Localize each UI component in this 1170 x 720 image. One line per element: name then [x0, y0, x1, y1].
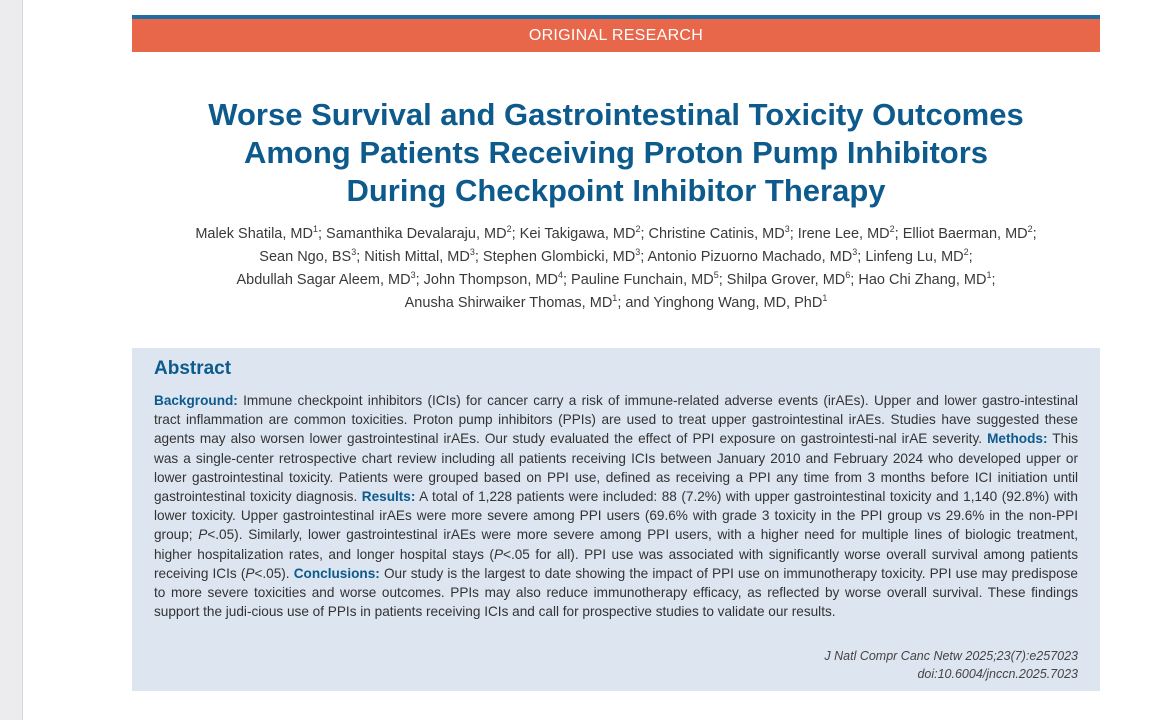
- affiliation-marker: 1: [312, 224, 318, 235]
- author-name-text: Anusha Shirwaiker Thomas, MD: [404, 295, 613, 311]
- affiliation-marker: 5: [713, 270, 719, 281]
- author-name-text: Linfeng Lu, MD: [865, 249, 964, 265]
- p-value-symbol: P: [493, 546, 504, 562]
- author-separator: ;: [991, 272, 996, 288]
- author-name: [259, 249, 364, 265]
- affiliation-marker: 3: [410, 270, 416, 281]
- affiliation-marker: 2: [1027, 224, 1033, 235]
- author-name: [858, 272, 995, 288]
- author-separator: ;: [640, 249, 648, 265]
- author-name: [653, 295, 827, 311]
- author-name-text: Stephen Glombicki, MD: [482, 249, 636, 265]
- results-text: A total of 1,228 patients were included: 88 (7.2%) with upper gastrointestinal toxicity and 1,140 (92.8%) with lower toxicity. Upper gastrointestinal irAEs were more severe among PPI users (69.6% with grade 3 toxicity in the PPI group vs 29.6% in the non-PPI group;: [154, 489, 1078, 543]
- author-separator: ;: [789, 226, 798, 242]
- title-line: Among Patients Receiving Proton Pump Inhibitors: [243, 135, 989, 170]
- author-name-text: Malek Shatila, MD: [195, 226, 313, 242]
- affiliation-marker: 4: [557, 270, 563, 281]
- author-separator: ;: [894, 226, 903, 242]
- conclusions-text: Our study is the largest to date showing the impact of PPI use on immunotherapy toxicity. PPI use may predispose to more severe toxicities and worse outcomes. PPIs may also reduce immunotherapy efficacy, as reflected by worse overall survival. These findings support the judi-cious use of PPIs in patients receiving ICIs and call for prospective studies to validate our results.: [154, 565, 1078, 620]
- background-label: Background:: [154, 393, 238, 408]
- article-page: [22, 0, 1170, 720]
- author-name: [648, 249, 866, 265]
- affiliation-marker: 1: [612, 293, 618, 304]
- results-text: <.05 for all). PPI use was associated with significantly worse overall survival among patients receiving ICIs (: [154, 546, 1078, 581]
- abstract-box: [132, 348, 1100, 691]
- author-separator: ;: [857, 249, 866, 265]
- title-line: During Checkpoint Inhibitor Therapy: [346, 173, 886, 208]
- author-name-text: Irene Lee, MD: [797, 226, 890, 242]
- affiliation-marker: 3: [469, 247, 475, 258]
- affiliation-marker: 3: [852, 247, 858, 258]
- author-separator: ;: [850, 272, 859, 288]
- author-separator: ;: [562, 272, 572, 288]
- author-name-text: Elliot Baerman, MD: [902, 226, 1028, 242]
- author-name: [798, 226, 903, 242]
- results-label: Results:: [361, 489, 416, 505]
- article-title: [132, 96, 1100, 210]
- title-line: Worse Survival and Gastrointestinal Toxicity Outcomes: [208, 97, 1024, 132]
- results-text: <.05).: [254, 565, 294, 581]
- author-name: [405, 295, 654, 311]
- author-name: [727, 272, 859, 288]
- affiliation-marker: 6: [845, 270, 851, 281]
- citation-block: [824, 647, 1078, 683]
- author-separator: ;: [474, 249, 483, 265]
- affiliation-marker: 2: [889, 224, 895, 235]
- citation-journal: J Natl Compr Canc Netw 2025;23(7):e257023: [824, 649, 1078, 663]
- affiliation-marker: 2: [963, 247, 969, 258]
- affiliation-marker: 1: [822, 293, 828, 304]
- author-name-text: Hao Chi Zhang, MD: [858, 272, 987, 288]
- author-name: [571, 272, 727, 288]
- author-separator: ;: [1032, 226, 1037, 242]
- author-separator: ; and: [617, 295, 654, 311]
- author-name: [195, 226, 326, 242]
- author-separator: ;: [356, 249, 365, 265]
- author-separator: ;: [718, 272, 727, 288]
- author-separator: ;: [640, 226, 649, 242]
- author-name-text: Samanthika Devalaraju, MD: [326, 226, 507, 242]
- author-name: [483, 249, 648, 265]
- author-separator: ;: [415, 272, 424, 288]
- author-name-text: Shilpa Grover, MD: [726, 272, 846, 288]
- section-banner: [132, 19, 1100, 52]
- author-line: [123, 246, 1109, 269]
- section-label: ORIGINAL RESEARCH: [528, 26, 704, 44]
- author-line: [123, 292, 1109, 315]
- author-list: [123, 223, 1109, 315]
- affiliation-marker: 1: [986, 270, 992, 281]
- affiliation-marker: 2: [506, 224, 512, 235]
- author-name-text: John Thompson, MD: [423, 272, 558, 288]
- author-line: [123, 269, 1109, 292]
- author-name-text: Pauline Funchain, MD: [571, 272, 714, 288]
- abstract-body: [154, 391, 1078, 621]
- author-name: [649, 226, 798, 242]
- author-name: [903, 226, 1037, 242]
- author-name-text: Kei Takigawa, MD: [519, 226, 636, 242]
- author-name-text: Christine Catinis, MD: [648, 226, 785, 242]
- author-name-text: Yinghong Wang, MD, PhD: [653, 295, 823, 311]
- background-text: Immune checkpoint inhibitors (ICIs) for cancer carry a risk of immune-related adverse events (irAEs). Upper and lower gastro-intestinal tract inflammation are common toxicities. Proton pump inhibitors (PPIs) are used to treat upper gastrointestinal irAEs. Studies have suggested these agents may also worsen lower gastrointestinal irAEs. Our study evaluated the effect of PPI exposure on gastrointesti-nal irAE severity.: [154, 393, 1078, 447]
- author-name: [424, 272, 571, 288]
- author-name-text: Antonio Pizuorno Machado, MD: [647, 249, 853, 265]
- p-value-symbol: P: [198, 527, 208, 543]
- p-value-symbol: P: [245, 565, 255, 581]
- author-name-text: Sean Ngo, BS: [259, 249, 352, 265]
- author-name-text: Abdullah Sagar Aleem, MD: [236, 272, 411, 288]
- author-line: [123, 223, 1109, 246]
- affiliation-marker: 2: [635, 224, 641, 235]
- author-name: [865, 249, 972, 265]
- abstract-heading: Abstract: [154, 358, 232, 379]
- affiliation-marker: 3: [784, 224, 790, 235]
- methods-text: This was a single-center retrospective chart review including all patients receiving ICIs between January 2010 and February 2024 who developed upper or lower gastrointestinal toxicity. Patients were grouped based on PPI use, defined as receiving a PPI any time from 3 months before ICI initiation until gastrointestinal toxicity diagnosis.: [154, 431, 1078, 505]
- affiliation-marker: 3: [351, 247, 357, 258]
- author-separator: ;: [317, 226, 327, 242]
- author-name-text: Nitish Mittal, MD: [364, 249, 470, 265]
- affiliation-marker: 3: [635, 247, 641, 258]
- author-separator: ;: [968, 249, 973, 265]
- author-name: [520, 226, 649, 242]
- author-separator: ;: [511, 226, 520, 242]
- author-name: [326, 226, 520, 242]
- methods-label: Methods:: [987, 431, 1048, 447]
- citation-doi: doi:10.6004/jnccn.2025.7023: [917, 667, 1078, 681]
- author-name: [364, 249, 483, 265]
- results-text: <.05). Similarly, lower gastrointestinal irAEs were more severe among PPI users, with a higher need for multiple lines of biologic treatment, higher hospitalization rates, and longer hospital stays (: [154, 527, 1078, 562]
- author-name: [236, 272, 423, 288]
- conclusions-label: Conclusions:: [293, 565, 380, 581]
